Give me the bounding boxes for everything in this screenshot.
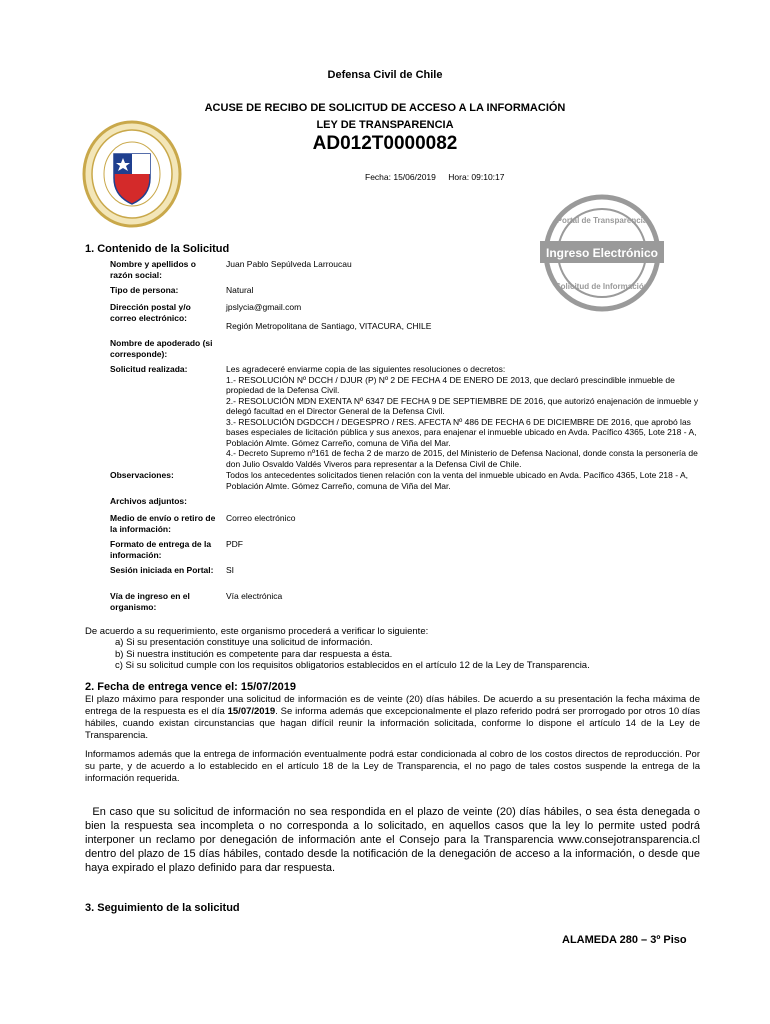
field-label: Nombre de apoderado (si corresponde): bbox=[110, 338, 213, 359]
field-value: Región Metropolitana de Santiago, VITACURA, CHILE bbox=[226, 321, 432, 331]
field-value: SI bbox=[226, 565, 235, 575]
footer-address: ALAMEDA 280 – 3º Piso bbox=[562, 934, 687, 946]
field-value: jpslycia@gmail.com bbox=[226, 302, 302, 312]
organization-name: Defensa Civil de Chile bbox=[327, 69, 443, 81]
deadline-date: 15/07/2019 bbox=[227, 706, 276, 717]
section2-title: 2. Fecha de entrega vence el: 15/07/2019 bbox=[85, 681, 296, 693]
field-label: Formato de entrega de la información: bbox=[110, 539, 212, 560]
verify-list bbox=[115, 637, 590, 672]
field-label: Nombre y apellidos o razón social: bbox=[110, 259, 196, 280]
time-value: Hora: 09:10:17 bbox=[448, 172, 505, 182]
deadline-paragraph bbox=[85, 694, 700, 742]
stamp-bottom-text: Solicitud de Información bbox=[555, 282, 649, 291]
request-code: AD012T0000082 bbox=[312, 133, 458, 154]
document-subtitle: LEY DE TRANSPARENCIA bbox=[316, 119, 454, 131]
field-label: Archivos adjuntos: bbox=[110, 496, 187, 506]
field-label: Observaciones: bbox=[110, 470, 174, 480]
stamp-band-text: Ingreso Electrónico bbox=[545, 246, 659, 260]
field-label: Medio de envío o retiro de la información: bbox=[110, 513, 216, 534]
costs-paragraph: Informamos además que la entrega de información eventualmente podrá estar condicionada al cobro de los costos directos de reproducción. Por su parte, y de acuerdo a lo establecido en el artículo 18 de la Ley de Transparencia, el no pago de tales costos suspende la entrega de la información requerida. bbox=[85, 749, 700, 784]
field-value: Natural bbox=[226, 285, 254, 295]
field-label: Solicitud realizada: bbox=[110, 364, 188, 374]
field-label: Sesión iniciada en Portal: bbox=[110, 565, 214, 575]
field-value: Todos los antecedentes solicitados tienen relación con la venta del inmueble ubicado en Avda. Pacífico 4365, Lote 218 - A, Población Almte. Gómez Carreño, comuna de Viña del Mar. bbox=[226, 470, 688, 491]
deadline-text-b: . Se informa además que excepcionalmente el plazo referido podrá ser prorrogado por otros 10 días hábiles, cuando existan circunstancias que hagan difícil reunir la información solicitada, conforme lo dispone el artículo 14 de la Ley de Transparencia. bbox=[85, 706, 700, 741]
section1-title: 1. Contenido de la Solicitud bbox=[85, 243, 230, 255]
document-title: ACUSE DE RECIBO DE SOLICITUD DE ACCESO A LA INFORMACIÓN bbox=[204, 102, 566, 114]
list-item: c) Si su solicitud cumple con los requisitos obligatorios establecidos en el artículo 12 de la Ley de Transparencia. bbox=[115, 660, 590, 671]
date-time bbox=[365, 172, 515, 182]
field-label: Tipo de persona: bbox=[110, 285, 179, 295]
field-label: Vía de ingreso en el organismo: bbox=[110, 591, 190, 612]
deadline-text-a: El plazo máximo para responder una solicitud de información es de veinte (20) días hábiles. De acuerdo a su presentación la fecha máxima de entrega de la respuesta es el día bbox=[85, 694, 700, 717]
verify-intro: De acuerdo a su requerimiento, este organismo procederá a verificar lo siguiente: bbox=[85, 626, 429, 637]
field-value: Vía electrónica bbox=[226, 591, 283, 601]
list-item: b) Si nuestra institución es competente para dar respuesta a ésta. bbox=[115, 648, 393, 660]
defensa-civil-logo bbox=[80, 118, 184, 230]
complaint-paragraph: En caso que su solicitud de información no sea respondida en el plazo de veinte (20) días hábiles, o sea ésta denegada o bien la respuesta sea incompleta o no corresponda a lo solicitado, en aquellos casos que la ley lo permite usted podrá interponer un reclamo por denegación de información ante el Consejo para la Transparencia www.consejotransparencia.cl dentro del plazo de 15 días hábiles, contado desde la notificación de la denegación de acceso a la información, o desde que haya expirado el plazo definido para dar respuesta. bbox=[85, 806, 704, 874]
stamp-top-text: Portal de Transparencia bbox=[556, 216, 648, 225]
field-value: Juan Pablo Sepúlveda Larroucau bbox=[226, 259, 352, 269]
date-value: Fecha: 15/06/2019 bbox=[365, 172, 436, 182]
list-item: a) Si su presentación constituye una solicitud de información. bbox=[115, 637, 373, 648]
field-value: Correo electrónico bbox=[226, 513, 296, 523]
field-value: PDF bbox=[226, 539, 243, 549]
field-label: Dirección postal y/o correo electrónico: bbox=[110, 302, 191, 323]
section3-title: 3. Seguimiento de la solicitud bbox=[85, 902, 240, 914]
field-value: Les agradeceré enviarme copia de las siguientes resoluciones o decretos: 1.- RESOLUCIÓN Nº DCCH / DJUR (P) Nº 2 DE FECHA 4 DE ENERO DE 2013, que declaró prescindible inmueble de propiedad de la Defensa Civil. 2.- RESOLUCIÓN MDN EXENTA Nº 6347 DE FECHA 9 DE SEPTIEMBRE DE 2016, que autorizó enajenación de inmueble y delegó facultad en el Director General de la Defensa Civil. 3.- RESOLUCIÓN DGDCCH / DEGESPRO / RES. AFECTA Nº 486 DE FECHA 6 DE DICIEMBRE DE 2016, que aprobó las bases especiales de licitación pública y sus anexos, para enajenar el inmueble ubicado en Avda. Pacífico 4365, Lote 218 - A, Población Almte. Gómez Carreño, comuna de Viña del Mar. 4.- Decreto Supremo nº161 de fecha 2 de marzo de 2015, del Ministerio de Defensa Nacional, donde consta la personería de don Julio Osvaldo Valdés Viveros para representar a la Defensa Civil de Chile. bbox=[226, 364, 699, 469]
